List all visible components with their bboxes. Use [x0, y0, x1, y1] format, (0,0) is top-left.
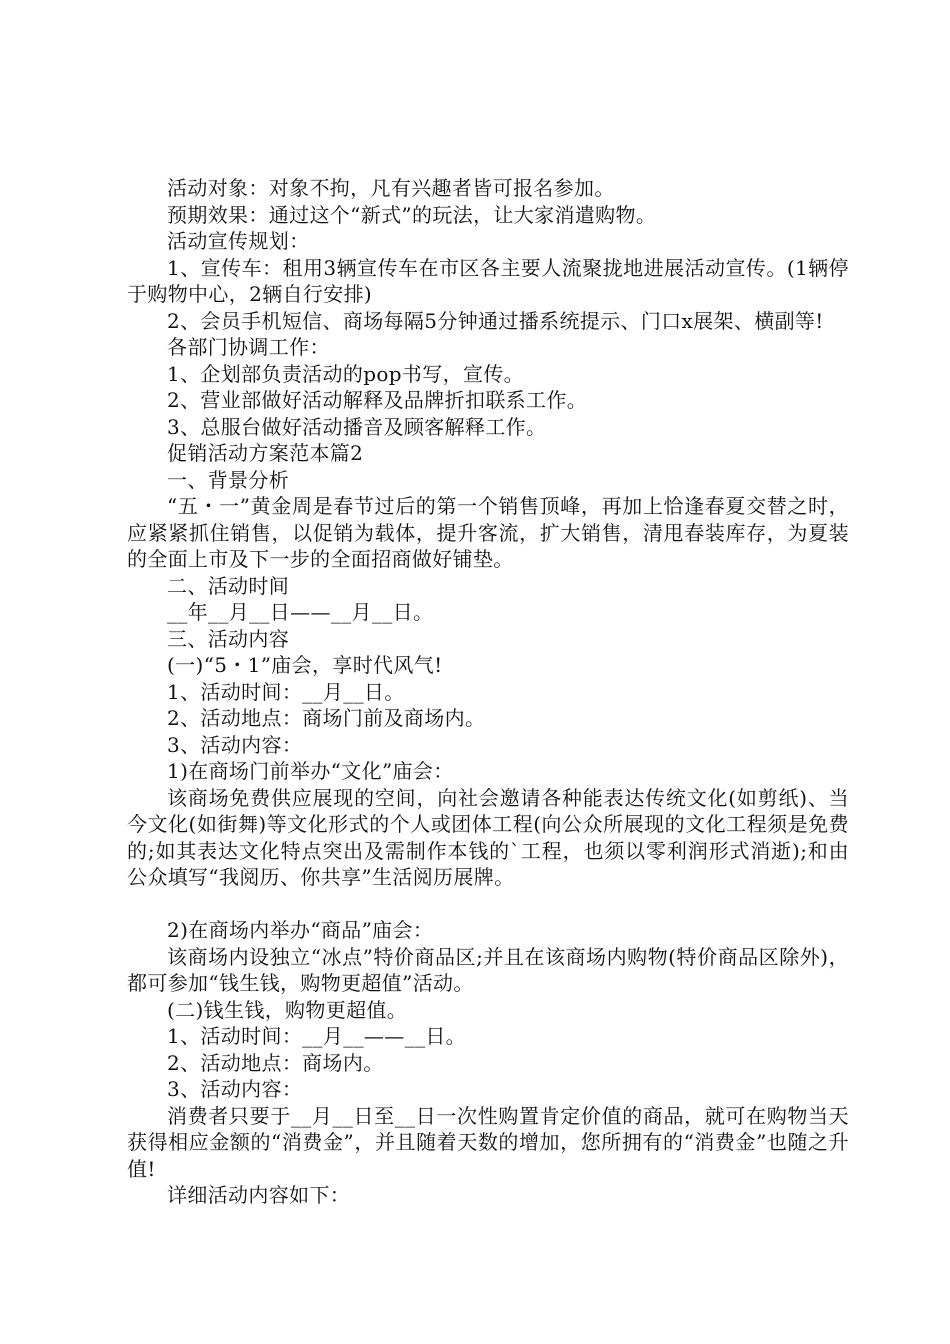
list-item-time-2: 1、活动时间：__月__——__日。 [167, 1024, 467, 1048]
paragraph-background: “五・一”黄金周是春节过后的第一个销售顶峰，再加上恰逢春夏交替之时，应紧紧抓住销售，以促销为载体，提升客流，扩大销售，清甩春装库存，为夏装的全面上市及下一步的全面招商做好铺垫。 [127, 494, 849, 571]
paragraph-culture-fair: 该商场免费供应展现的空间，向社会邀请各种能表达传统文化(如剪纸)、当今文化(如街舞)等文化形式的个人或团体工程(向公众所展现的文化工程须是免费的;如其表达文化特点突出及需制作本钱的`工程，也须以零利润形式消逝);和由公众填写“我阅历、你共享”生活阅历展牌。 [127, 785, 849, 889]
list-item-content-2: 3、活动内容： [167, 1077, 303, 1101]
paragraph-expected-effect: 预期效果：通过这个“新式”的玩法，让大家消遣购物。 [167, 202, 657, 227]
list-item-content: 3、活动内容： [167, 732, 303, 757]
subitem-culture-fair: 1)在商场门前举办“文化”庙会： [167, 759, 454, 783]
subheading-money-growth: (二)钱生钱，购物更超值。 [167, 997, 408, 1022]
subitem-goods-fair: 2)在商场内举办“商品”庙会： [167, 918, 434, 942]
heading-activity-content: 三、活动内容 [167, 626, 290, 651]
list-item-time: 1、活动时间：__月__日。 [167, 679, 405, 704]
paragraph-department-coordination: 各部门协调工作： [167, 335, 330, 359]
blank-line [127, 891, 849, 918]
list-item-location-2: 2、活动地点：商场内。 [167, 1050, 384, 1075]
paragraph-goods-fair: 该商场内设独立“冰点”特价商品区;并且在该商场内购物(特价商品区除外)，都可参加“钱生钱，购物更超值”活动。 [127, 944, 849, 995]
paragraph-service-desk: 3、总服台做好活动播音及顾客解释工作。 [167, 414, 547, 439]
list-item-location: 2、活动地点：商场门前及商场内。 [167, 706, 486, 730]
subheading-temple-fair: (一)“5・1”庙会，享时代风气! [167, 653, 443, 677]
heading-activity-time: 二、活动时间 [167, 573, 290, 598]
paragraph-sales-dept: 2、营业部做好活动解释及品牌折扣联系工作。 [167, 388, 588, 412]
paragraph-consumption-credit: 消费者只要于__月__日至__日一次性购置肯定价值的商品，就可在购物当天获得相应金额的“消费金”，并且随着天数的增加，您所拥有的“消费金”也随之升值! [127, 1103, 849, 1181]
paragraph-details-intro: 详细活动内容如下： [167, 1183, 351, 1207]
paragraph-member-sms: 2、会员手机短信、商场每隔5分钟通过播系统提示、门口x展架、横副等! [167, 308, 824, 333]
heading-background: 一、背景分析 [167, 467, 290, 492]
section-title-plan-2: 促销活动方案范本篇2 [167, 441, 364, 465]
paragraph-promo-vehicles: 1、宣传车：租用3辆宣传车在市区各主要人流聚拢地进展活动宣传。(1辆停于购物中心，2辆自行安排) [127, 255, 849, 306]
paragraph-promotion-plan: 活动宣传规划： [167, 229, 310, 253]
paragraph-planning-dept: 1、企划部负责活动的pop书写，宣传。 [167, 361, 525, 386]
document-body [127, 175, 849, 1209]
paragraph-activity-target: 活动对象：对象不拘，凡有兴趣者皆可报名参加。 [167, 176, 615, 200]
paragraph-activity-dates: __年__月__日——__月__日。 [167, 600, 434, 624]
